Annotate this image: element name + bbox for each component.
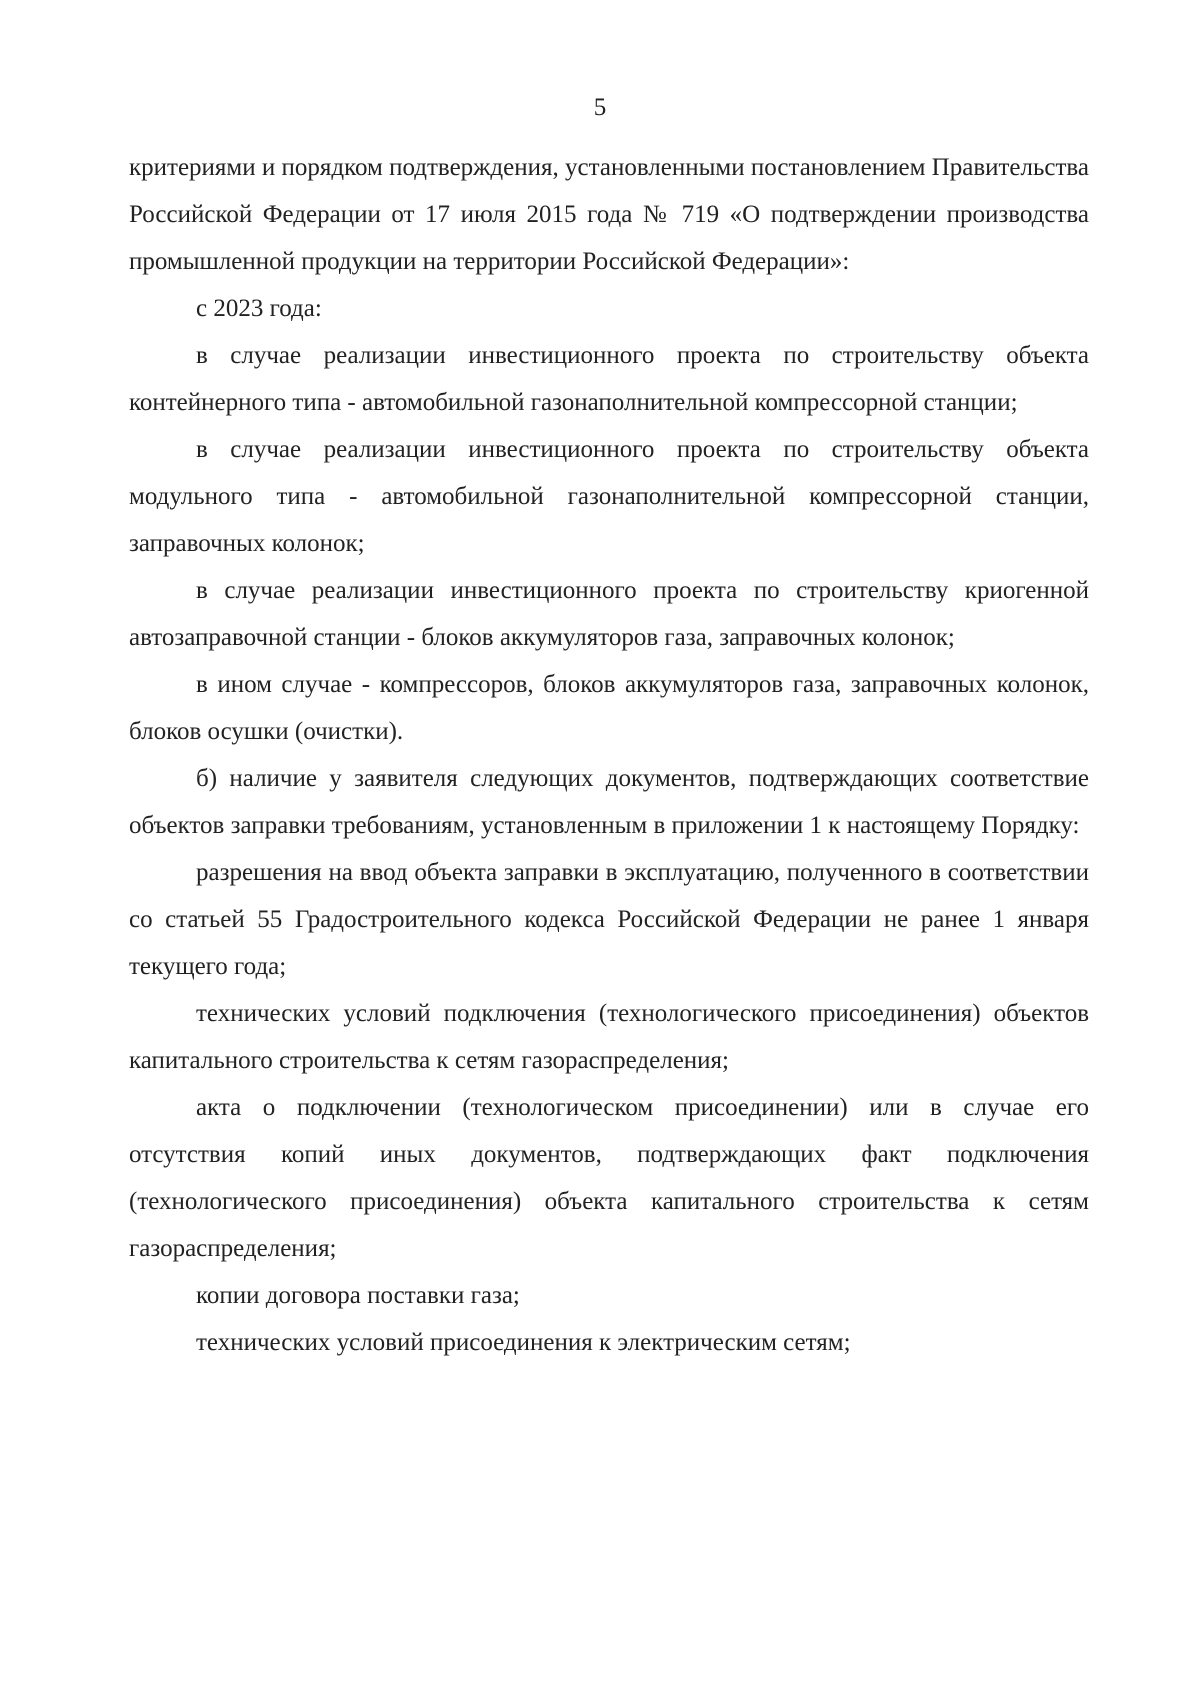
paragraph-criteria: критериями и порядком подтверждения, установленными постановлением Правительства Российской Федерации от 17 июля 2015 года № 719 «О подтверждении производства промышленной продукции на территории Российской Федерации»:: [129, 154, 1089, 275]
paragraph-cryogenic-station: в случае реализации инвестиционного проекта по строительству криогенной автозаправочной станции - блоков аккумуляторов газа, заправочных колонок;: [129, 577, 1089, 651]
paragraph-gas-supply-contract: копии договора поставки газа;: [196, 1282, 520, 1309]
paragraph-commissioning-permit: разрешения на ввод объекта заправки в эксплуатацию, полученного в соответствии со статьей 55 Градостроительного кодекса Российской Федерации не ранее 1 января текущего года;: [129, 859, 1089, 980]
paragraph-modular-station: в случае реализации инвестиционного проекта по строительству объекта модульного типа - автомобильной газонаполнительной компрессорной станции, заправочных колонок;: [129, 436, 1089, 557]
paragraph-connection-act: акта о подключении (технологическом присоединении) или в случае его отсутствия копий иных документов, подтверждающих факт подключения (технологического присоединения) объекта капитального строительства к сетям газораспределения;: [129, 1094, 1089, 1262]
paragraph-electric-connection: технических условий присоединения к электрическим сетям;: [196, 1329, 851, 1356]
paragraph-other-case: в ином случае - компрессоров, блоков аккумуляторов газа, заправочных колонок, блоков осушки (очистки).: [129, 671, 1089, 745]
paragraph-container-station: в случае реализации инвестиционного проекта по строительству объекта контейнерного типа - автомобильной газонаполнительной компрессорной станции;: [129, 342, 1089, 416]
paragraph-technical-conditions: технических условий подключения (технологического присоединения) объектов капитального строительства к сетям газораспределения;: [129, 1000, 1089, 1074]
paragraph-from-2023: с 2023 года:: [196, 295, 322, 322]
page-number: 5: [593, 94, 607, 121]
paragraph-documents: б) наличие у заявителя следующих документов, подтверждающих соответствие объектов заправки требованиям, установленным в приложении 1 к настоящему Порядку:: [129, 765, 1089, 839]
document-body: [129, 144, 1089, 1366]
